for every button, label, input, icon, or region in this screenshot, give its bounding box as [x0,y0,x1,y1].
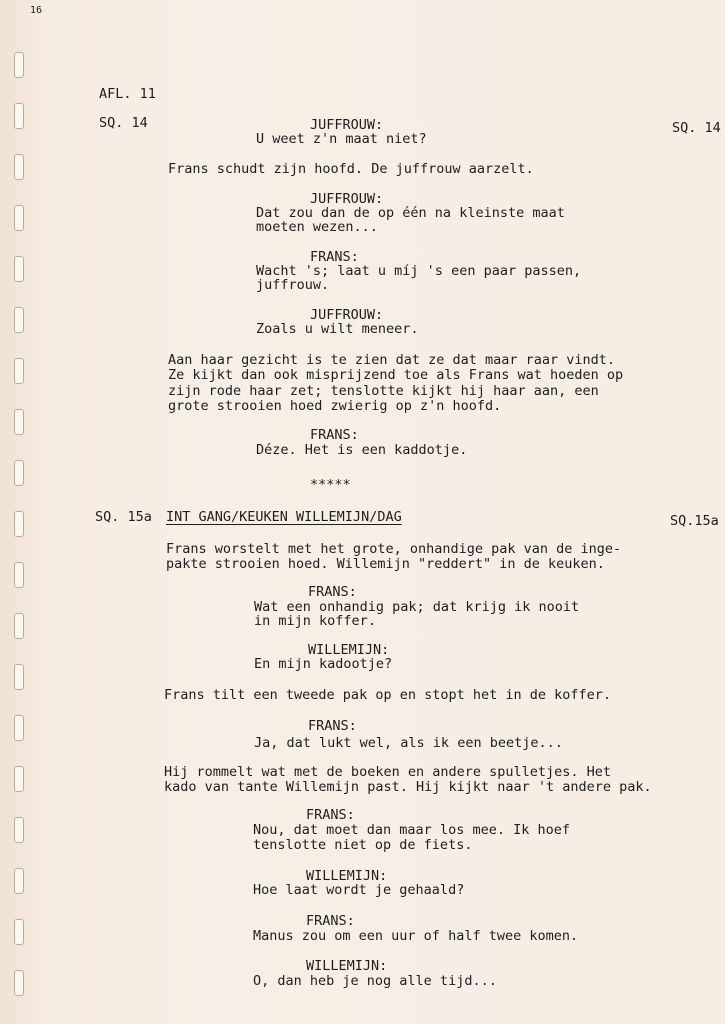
dialogue-line: Dat zou dan de op één na kleinste maat [256,205,565,221]
dialogue-line: En mijn kadootje? [254,656,393,672]
binder-hole [14,511,24,537]
character-name: WILLEMIJN: [306,868,388,884]
action-line: Frans schudt zijn hoofd. De juffrouw aarzelt. [168,161,534,177]
binder-hole [14,307,24,333]
character-name: JUFFROUW: [310,307,384,323]
character-name: FRANS: [310,427,359,443]
binder-holes [0,0,43,1024]
dialogue-line: moeten wezen... [256,219,378,235]
binder-hole [14,970,24,996]
binder-hole [14,664,24,690]
binder-hole [14,613,24,639]
binder-hole [14,562,24,588]
action-line: Frans worstelt met het grote, onhandige pak van de inge- [166,541,622,557]
binder-hole [14,256,24,282]
dialogue-line: tenslotte niet op de fiets. [253,837,473,853]
dialogue-line: Wacht 's; laat u míj 's een paar passen, [256,263,582,279]
dialogue-line: Nou, dat moet dan maar los mee. Ik hoef [253,822,570,838]
scene-number-right: SQ.15a [670,513,719,529]
dialogue-line: Ja, dat lukt wel, als ik een beetje... [254,735,563,751]
character-name: JUFFROUW: [310,191,384,207]
action-line: Frans tilt een tweede pak op en stopt het in de koffer. [164,687,612,703]
binder-hole [14,715,24,741]
character-name: FRANS: [308,718,357,734]
binder-hole [14,919,24,945]
dialogue-line: Déze. Het is een kaddotje. [256,442,468,458]
dialogue-line: Hoe laat wordt je gehaald? [253,882,465,898]
dialogue-line: Wat een onhandig pak; dat krijg ik nooit [254,599,580,615]
binder-hole [14,817,24,843]
dialogue-line: in mijn koffer. [254,613,376,629]
character-name: FRANS: [310,249,359,265]
action-line: zijn rode haar zet; tenslotte kijkt hij haar aan, een [168,383,599,399]
dialogue-line: Manus zou om een uur of half twee komen. [253,928,579,944]
binder-hole [14,868,24,894]
dialogue-line: Zoals u wilt meneer. [256,321,419,337]
character-name: FRANS: [306,807,355,823]
action-line: grote strooien hoed zwierig op z'n hoofd. [168,398,502,414]
character-name: JUFFROUW: [310,117,384,133]
action-line: Hij rommelt wat met de boeken en andere spulletjes. Het [164,764,612,780]
dialogue-line: O, dan heb je nog alle tijd... [253,973,497,989]
scene-number-left: SQ. 15a [95,509,152,525]
page-number: 16 [30,5,43,16]
scene-number-left: SQ. 14 [99,115,148,131]
binder-hole [14,103,24,129]
dialogue-line: juffrouw. [256,277,330,293]
episode-label: AFL. 11 [99,86,156,102]
scene-heading: INT GANG/KEUKEN WILLEMIJN/DAG [166,509,402,525]
binder-hole [14,154,24,180]
character-name: WILLEMIJN: [308,642,390,658]
character-name: FRANS: [308,584,357,600]
binder-hole [14,766,24,792]
character-name: FRANS: [306,913,355,929]
action-line: kado van tante Willemijn past. Hij kijkt naar 't andere pak. [164,779,652,795]
binder-hole [14,460,24,486]
action-line: Aan haar gezicht is te zien dat ze dat maar raar vindt. [168,352,616,368]
character-name: WILLEMIJN: [306,958,388,974]
scene-number-right: SQ. 14 [672,120,721,136]
binder-hole [14,358,24,384]
binder-hole [14,409,24,435]
dialogue-line: U weet z'n maat niet? [256,131,427,147]
binder-hole [14,205,24,231]
action-line: pakte strooien hoed. Willemijn "reddert" in de keuken. [166,556,605,572]
binder-hole [14,52,24,78]
action-line: Ze kijkt dan ook misprijzend toe als Frans wat hoeden op [168,367,624,383]
scene-separator: ***** [310,477,351,493]
